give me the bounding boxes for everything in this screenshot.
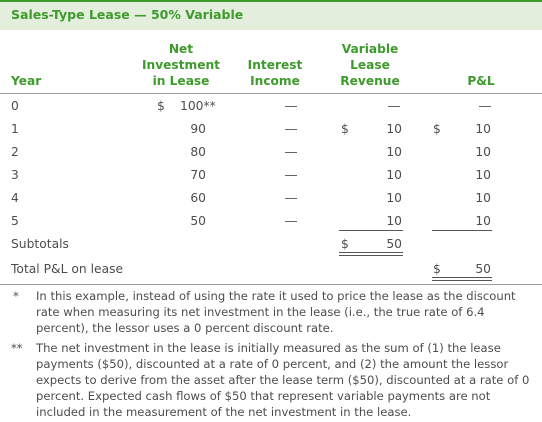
total-double-underline-2 bbox=[432, 280, 492, 281]
row-3-interest-dash bbox=[285, 175, 297, 176]
row-2-net: 80 bbox=[190, 145, 206, 159]
row-3-var: 10 bbox=[386, 168, 402, 182]
subtotals-double-underline-1 bbox=[339, 252, 403, 253]
total-label: Total P&L on lease bbox=[11, 262, 124, 276]
subtotals-label: Subtotals bbox=[11, 237, 69, 251]
row-2-interest-dash bbox=[285, 152, 297, 153]
row-4-interest-dash bbox=[285, 198, 297, 199]
note-2-mark: ** bbox=[11, 341, 23, 355]
row-1-net: 90 bbox=[190, 122, 206, 136]
row-4-net: 60 bbox=[190, 191, 206, 205]
header-variable-lease-revenue-line2: Lease bbox=[350, 58, 390, 72]
row-5-pl-underline bbox=[432, 230, 492, 231]
row-0-net: 100** bbox=[180, 99, 216, 113]
note-2-text: The net investment in the lease is initially measured as the sum of (1) the lease payments ($50), discounted at a rate of 0 percent, and (2) the amount the lessor expects to derive from the asset after the lease term ($50), discounted at a rate of 0 percent. Expected cash flows of $50 that represent variable payments are not included in the measurement of the net investment in the lease. bbox=[36, 341, 530, 419]
row-5-pl: 10 bbox=[475, 214, 491, 228]
header-net-investment-line1: Net bbox=[168, 42, 194, 56]
row-5-interest-dash bbox=[285, 221, 297, 222]
row-3-net: 70 bbox=[190, 168, 206, 182]
row-1-var-dollar: $ bbox=[341, 122, 349, 136]
row-5-var: 10 bbox=[386, 214, 402, 228]
note-1-mark: * bbox=[13, 289, 19, 303]
row-5-year: 5 bbox=[11, 214, 19, 228]
header-pl: P&L bbox=[467, 74, 495, 88]
header-variable-lease-revenue-line3: Revenue bbox=[340, 74, 400, 88]
subtotals-double-underline-2 bbox=[339, 255, 403, 256]
row-1-pl: 10 bbox=[475, 122, 491, 136]
header-variable-lease-revenue bbox=[330, 41, 410, 89]
subtotals-dollar: $ bbox=[341, 237, 349, 251]
row-0-interest-dash bbox=[285, 106, 297, 107]
header-interest-income-line2: Income bbox=[250, 74, 300, 88]
row-0-net-dollar: $ bbox=[157, 99, 165, 113]
notes-rule bbox=[0, 284, 542, 285]
header-interest-income bbox=[238, 57, 312, 89]
header-net-investment bbox=[138, 41, 224, 89]
row-2-var: 10 bbox=[386, 145, 402, 159]
row-2-year: 2 bbox=[11, 145, 19, 159]
total-value: 50 bbox=[475, 262, 491, 276]
row-0-var-dash bbox=[388, 106, 400, 107]
subtotals-value: 50 bbox=[386, 237, 402, 251]
row-5-net: 50 bbox=[190, 214, 206, 228]
row-3-pl: 10 bbox=[475, 168, 491, 182]
row-1-pl-dollar: $ bbox=[433, 122, 441, 136]
row-1-interest-dash bbox=[285, 129, 297, 130]
header-net-investment-line3: in Lease bbox=[152, 74, 210, 88]
row-1-year: 1 bbox=[11, 122, 19, 136]
header-year: Year bbox=[11, 74, 42, 88]
header-interest-income-line1: Interest bbox=[247, 58, 303, 72]
row-0-year: 0 bbox=[11, 99, 19, 113]
note-1-text: In this example, instead of using the rate it used to price the lease as the discount rate when measuring its net investment in the lease (i.e., the true rate of 6.4 percent), the lessor uses a 0 percent discount rate. bbox=[36, 289, 516, 335]
header-net-investment-line2: Investment bbox=[142, 58, 220, 72]
table-title: Sales-Type Lease — 50% Variable bbox=[11, 7, 244, 22]
row-4-year: 4 bbox=[11, 191, 19, 205]
row-4-var: 10 bbox=[386, 191, 402, 205]
row-5-var-underline bbox=[339, 230, 403, 231]
row-4-pl: 10 bbox=[475, 191, 491, 205]
row-2-pl: 10 bbox=[475, 145, 491, 159]
total-double-underline-1 bbox=[432, 277, 492, 278]
header-variable-lease-revenue-line1: Variable bbox=[341, 42, 399, 56]
row-3-year: 3 bbox=[11, 168, 19, 182]
row-0-pl-dash bbox=[479, 106, 491, 107]
header-rule bbox=[0, 93, 542, 94]
total-dollar: $ bbox=[433, 262, 441, 276]
row-1-var: 10 bbox=[386, 122, 402, 136]
